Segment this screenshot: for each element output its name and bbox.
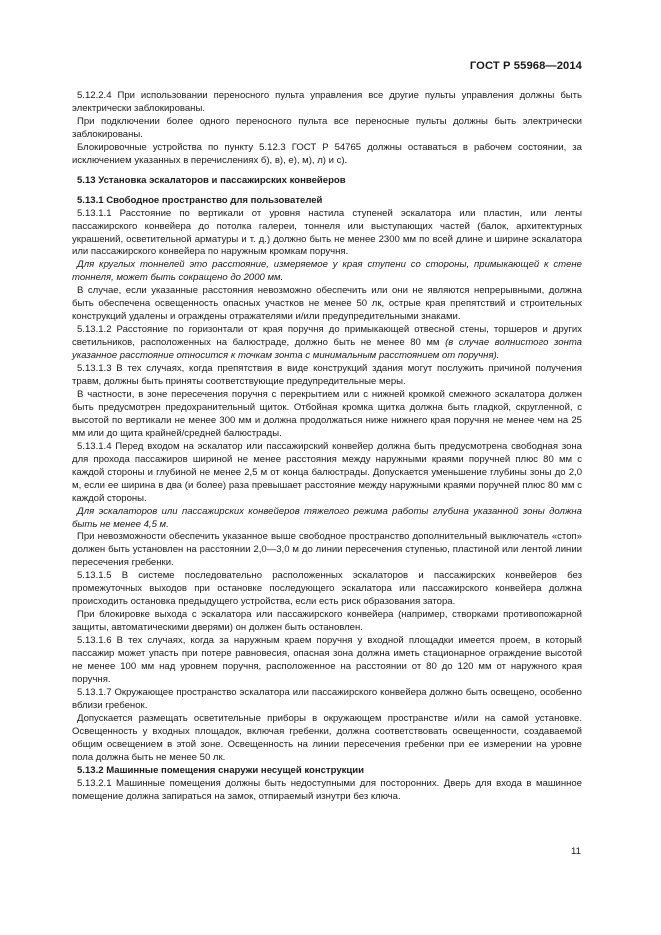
note-paragraph: Для круглых тоннелей это расстояние, измеряемое у края ступени со стороны, примыкающей к стене тоннеля, может быть сокращено до 2000 мм. xyxy=(72,259,582,284)
paragraph: При подключении более одного переносного пульта все переносные пульты должны быть электрически заблокированы. xyxy=(72,115,582,140)
paragraph: В случае, если указанные расстояния невозможно обеспечить или они не являются непрерывными, должна быть обеспечена освещенность опасных участков не менее 50 лк, острые края препятствий и строительных конструкций удалены и ограждены отражателями и/или предупредительными знаками. xyxy=(72,285,582,323)
paragraph: 5.12.2.4 При использовании переносного пульта управления все другие пульты управления должны быть электрически заблокированы. xyxy=(72,90,582,114)
section-heading: 5.13 Установка эскалаторов и пассажирских конвейеров xyxy=(77,174,346,186)
document-header: ГОСТ Р 55968—2014 xyxy=(469,60,582,72)
paragraph-note: (в случае волнистого зонта указанное расстояние относится к точкам зонта с минимальным расстоянием от поручня). xyxy=(72,337,582,362)
paragraph: 5.13.1.1 Расстояние по вертикали от уровня настила ступеней эскалатора или пластин, или ленты пассажирского конвейера до потолка галереи, тоннеля или выступающих частей (балок, архитектурных украшений, осветительной арматуры и т. д.) должно быть не менее 2300 мм по всей длине и ширине эскалатора или пассажирского конвейера по наружным кромкам поручня. xyxy=(72,207,582,258)
paragraph xyxy=(72,324,582,363)
paragraph: 5.13.1.3 В тех случаях, когда препятствия в виде конструкций здания могут послужить причиной получения травм, должны быть приняты соответствующие предупредительные меры. xyxy=(72,363,582,388)
paragraph: При блокировке выхода с эскалатора или пассажирского конвейера (например, створками противопожарной защиты, автоматическими дверями) он должен быть остановлен. xyxy=(72,609,582,634)
document-body xyxy=(72,90,582,803)
note-paragraph: Для эскалаторов или пассажирских конвейеров тяжелого режима работы глубина указанной зоны должна быть не менее 4,5 м. xyxy=(72,505,582,530)
paragraph: Блокировочные устройства по пункту 5.12.3 ГОСТ Р 54765 должны оставаться в рабочем состоянии, за исключением указанных в перечислениях б), в), е), м), л) и с). xyxy=(72,141,582,166)
paragraph: Допускается размещать осветительные приборы в окружающем пространстве и/или на самой установке. Освещенность у входных площадок, включая гребенки, должна соответствовать освещенности, создаваемой общим освещением в этой зоне. Освещенность на линии пересечения гребенки при ее измерении на уровне пола должна быть не менее 50 лк. xyxy=(72,712,582,763)
paragraph: 5.13.2.1 Машинные помещения должны быть недоступными для посторонних. Дверь для входа в машинное помещение должна запираться на замок, отпираемый изнутри без ключа. xyxy=(72,777,582,802)
subsection-heading: 5.13.1 Свободное пространство для пользователей xyxy=(77,194,323,206)
paragraph: 5.13.1.5 В системе последовательно расположенных эскалаторов и пассажирских конвейеров без промежуточных выходов при остановке последующего эскалатора или пассажирского конвейера должна происходить остановка предыдущего устройства, если есть риск образования затора. xyxy=(72,570,582,608)
subsection-heading: 5.13.2 Машинные помещения снаружи несущей конструкции xyxy=(77,764,365,776)
paragraph: При невозможности обеспечить указанное выше свободное пространство дополнительный выключатель «стоп» должен быть установлен на расстоянии 2,0—3,0 м до линии пересечения ступенью, пластиной или лентой линии пересечения гребенки. xyxy=(72,531,582,569)
paragraph: В частности, в зоне пересечения поручня с перекрытием или с нижней кромкой смежного эскалатора должен быть предусмотрен предохранительный щиток. Отбойная кромка щитка должна быть гладкой, скругленной, с высотой по вертикали не менее 300 мм и должна продолжаться ниже нижнего края поручня не менее чем на 25 мм или до щита крайней/средней балюстрады. xyxy=(72,388,582,439)
paragraph: 5.13.1.6 В тех случаях, когда за наружным краем поручня у входной площадки имеется проем, в который пассажир может упасть при потере равновесия, опасная зона должна иметь стационарное ограждение высотой не менее 100 мм над уровнем поручня, расположенное на расстоянии от 80 до 120 мм от наружного края поручня. xyxy=(72,635,582,685)
page-number: 11 xyxy=(571,846,581,857)
paragraph: 5.13.1.7 Окружающее пространство эскалатора или пассажирского конвейера должно быть освещено, особенно вблизи гребенок. xyxy=(72,686,582,711)
paragraph-text: 5.13.1.2 Расстояние по горизонтали от края поручня до примыкающей отвесной стены, торшеров и других светильников, расположенных на балюстраде, должно быть не менее 80 мм xyxy=(72,324,582,349)
paragraph: 5.13.1.4 Перед входом на эскалатор или пассажирский конвейер должна быть предусмотрена свободная зона для прохода пассажиров шириной не менее расстояния между наружными краями поручней плюс 80 мм с каждой стороны и глубиной не менее 2,5 м от конца балюстрады. Допускается уменьшение глубины зоны до 2,0 м, если ее ширина в два (и более) раза превышает расстояние между наружными краями поручней плюс 80 мм с каждой стороны. xyxy=(72,440,582,504)
